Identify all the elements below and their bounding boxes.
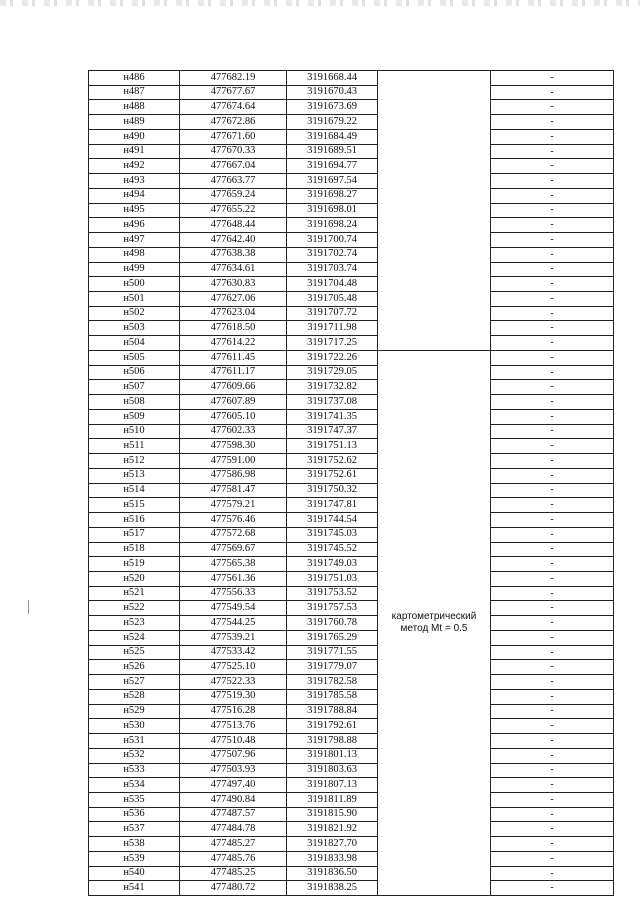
table-row	[89, 837, 614, 852]
x-coordinate-cell: 477671.60	[180, 129, 287, 144]
y-coordinate-cell: 3191752.61	[287, 468, 378, 483]
y-coordinate-cell: 3191745.03	[287, 527, 378, 542]
x-coordinate-cell: 477490.84	[180, 792, 287, 807]
point-id-cell: н534	[89, 778, 180, 793]
point-id-cell: н520	[89, 571, 180, 586]
table-row	[89, 233, 614, 248]
note-cell: -	[491, 586, 614, 601]
x-coordinate-cell: 477667.04	[180, 159, 287, 174]
y-coordinate-cell: 3191801.13	[287, 748, 378, 763]
y-coordinate-cell: 3191836.50	[287, 866, 378, 881]
coordinates-table-body	[89, 71, 614, 896]
x-coordinate-cell: 477602.33	[180, 424, 287, 439]
x-coordinate-cell: 477525.10	[180, 660, 287, 675]
note-cell: -	[491, 837, 614, 852]
x-coordinate-cell: 477638.38	[180, 247, 287, 262]
point-id-cell: н486	[89, 71, 180, 86]
note-cell: -	[491, 513, 614, 528]
method-cell	[378, 71, 491, 351]
note-cell: -	[491, 557, 614, 572]
y-coordinate-cell: 3191698.24	[287, 218, 378, 233]
point-id-cell: н504	[89, 336, 180, 351]
x-coordinate-cell: 477510.48	[180, 734, 287, 749]
point-id-cell: н501	[89, 292, 180, 307]
table-row	[89, 675, 614, 690]
table-row	[89, 188, 614, 203]
y-coordinate-cell: 3191751.03	[287, 571, 378, 586]
x-coordinate-cell: 477497.40	[180, 778, 287, 793]
x-coordinate-cell: 477516.28	[180, 704, 287, 719]
point-id-cell: н503	[89, 321, 180, 336]
note-cell: -	[491, 851, 614, 866]
table-row	[89, 527, 614, 542]
note-cell: -	[491, 424, 614, 439]
x-coordinate-cell: 477485.76	[180, 851, 287, 866]
point-id-cell: н510	[89, 424, 180, 439]
table-row	[89, 85, 614, 100]
table-row	[89, 380, 614, 395]
note-cell: -	[491, 262, 614, 277]
y-coordinate-cell: 3191747.37	[287, 424, 378, 439]
table-row	[89, 645, 614, 660]
note-cell: -	[491, 866, 614, 881]
note-cell: -	[491, 660, 614, 675]
y-coordinate-cell: 3191729.05	[287, 365, 378, 380]
x-coordinate-cell: 477648.44	[180, 218, 287, 233]
x-coordinate-cell: 477503.93	[180, 763, 287, 778]
note-cell: -	[491, 689, 614, 704]
table-row	[89, 557, 614, 572]
x-coordinate-cell: 477627.06	[180, 292, 287, 307]
y-coordinate-cell: 3191698.01	[287, 203, 378, 218]
point-id-cell: н535	[89, 792, 180, 807]
note-cell: -	[491, 85, 614, 100]
x-coordinate-cell: 477549.54	[180, 601, 287, 616]
x-coordinate-cell: 477611.17	[180, 365, 287, 380]
point-id-cell: н531	[89, 734, 180, 749]
note-cell: -	[491, 144, 614, 159]
point-id-cell: н533	[89, 763, 180, 778]
note-cell: -	[491, 822, 614, 837]
y-coordinate-cell: 3191717.25	[287, 336, 378, 351]
point-id-cell: н541	[89, 881, 180, 896]
x-coordinate-cell: 477618.50	[180, 321, 287, 336]
x-coordinate-cell: 477670.33	[180, 144, 287, 159]
x-coordinate-cell: 477522.33	[180, 675, 287, 690]
x-coordinate-cell: 477561.36	[180, 571, 287, 586]
x-coordinate-cell: 477507.96	[180, 748, 287, 763]
x-coordinate-cell: 477569.67	[180, 542, 287, 557]
x-coordinate-cell: 477591.00	[180, 454, 287, 469]
x-coordinate-cell: 477611.45	[180, 350, 287, 365]
y-coordinate-cell: 3191705.48	[287, 292, 378, 307]
note-cell: -	[491, 468, 614, 483]
note-cell: -	[491, 483, 614, 498]
x-coordinate-cell: 477607.89	[180, 395, 287, 410]
point-id-cell: н540	[89, 866, 180, 881]
table-row	[89, 660, 614, 675]
y-coordinate-cell: 3191702.74	[287, 247, 378, 262]
note-cell: -	[491, 159, 614, 174]
y-coordinate-cell: 3191703.74	[287, 262, 378, 277]
note-cell: -	[491, 188, 614, 203]
x-coordinate-cell: 477576.46	[180, 513, 287, 528]
note-cell: -	[491, 616, 614, 631]
table-row	[89, 483, 614, 498]
point-id-cell: н505	[89, 350, 180, 365]
y-coordinate-cell: 3191741.35	[287, 409, 378, 424]
table-row	[89, 616, 614, 631]
y-coordinate-cell: 3191694.77	[287, 159, 378, 174]
y-coordinate-cell: 3191673.69	[287, 100, 378, 115]
y-coordinate-cell: 3191821.92	[287, 822, 378, 837]
table-row	[89, 719, 614, 734]
x-coordinate-cell: 477659.24	[180, 188, 287, 203]
note-cell: -	[491, 277, 614, 292]
x-coordinate-cell: 477586.98	[180, 468, 287, 483]
y-coordinate-cell: 3191684.49	[287, 129, 378, 144]
x-coordinate-cell: 477674.64	[180, 100, 287, 115]
point-id-cell: н513	[89, 468, 180, 483]
x-coordinate-cell: 477513.76	[180, 719, 287, 734]
note-cell: -	[491, 675, 614, 690]
point-id-cell: н508	[89, 395, 180, 410]
y-coordinate-cell: 3191711.98	[287, 321, 378, 336]
point-id-cell: н538	[89, 837, 180, 852]
x-coordinate-cell: 477579.21	[180, 498, 287, 513]
method-cell: картометрический метод Mt = 0.5	[378, 350, 491, 895]
table-row	[89, 630, 614, 645]
y-coordinate-cell: 3191704.48	[287, 277, 378, 292]
table-row	[89, 807, 614, 822]
x-coordinate-cell: 477609.66	[180, 380, 287, 395]
note-cell: -	[491, 542, 614, 557]
point-id-cell: н521	[89, 586, 180, 601]
y-coordinate-cell: 3191803.63	[287, 763, 378, 778]
note-cell: -	[491, 645, 614, 660]
table-row	[89, 424, 614, 439]
y-coordinate-cell: 3191792.61	[287, 719, 378, 734]
y-coordinate-cell: 3191679.22	[287, 115, 378, 130]
point-id-cell: н516	[89, 513, 180, 528]
y-coordinate-cell: 3191744.54	[287, 513, 378, 528]
point-id-cell: н525	[89, 645, 180, 660]
point-id-cell: н490	[89, 129, 180, 144]
note-cell: -	[491, 100, 614, 115]
y-coordinate-cell: 3191752.62	[287, 454, 378, 469]
y-coordinate-cell: 3191757.53	[287, 601, 378, 616]
note-cell: -	[491, 734, 614, 749]
note-cell: -	[491, 336, 614, 351]
note-cell: -	[491, 601, 614, 616]
point-id-cell: н502	[89, 306, 180, 321]
y-coordinate-cell: 3191670.43	[287, 85, 378, 100]
table-row	[89, 115, 614, 130]
table-row	[89, 336, 614, 351]
y-coordinate-cell: 3191782.58	[287, 675, 378, 690]
note-cell: -	[491, 350, 614, 365]
x-coordinate-cell: 477484.78	[180, 822, 287, 837]
x-coordinate-cell: 477485.25	[180, 866, 287, 881]
x-coordinate-cell: 477672.86	[180, 115, 287, 130]
note-cell: -	[491, 380, 614, 395]
point-id-cell: н506	[89, 365, 180, 380]
point-id-cell: н536	[89, 807, 180, 822]
table-row	[89, 542, 614, 557]
note-cell: -	[491, 498, 614, 513]
point-id-cell: н517	[89, 527, 180, 542]
note-cell: -	[491, 792, 614, 807]
y-coordinate-cell: 3191827.70	[287, 837, 378, 852]
y-coordinate-cell: 3191807.13	[287, 778, 378, 793]
y-coordinate-cell: 3191745.52	[287, 542, 378, 557]
note-cell: -	[491, 881, 614, 896]
table-row	[89, 704, 614, 719]
point-id-cell: н526	[89, 660, 180, 675]
point-id-cell: н507	[89, 380, 180, 395]
note-cell: -	[491, 763, 614, 778]
y-coordinate-cell: 3191749.03	[287, 557, 378, 572]
y-coordinate-cell: 3191747.81	[287, 498, 378, 513]
table-row	[89, 100, 614, 115]
point-id-cell: н523	[89, 616, 180, 631]
y-coordinate-cell: 3191838.25	[287, 881, 378, 896]
x-coordinate-cell: 477480.72	[180, 881, 287, 896]
point-id-cell: н539	[89, 851, 180, 866]
table-row	[89, 498, 614, 513]
point-id-cell: н497	[89, 233, 180, 248]
point-id-cell: н487	[89, 85, 180, 100]
table-row	[89, 203, 614, 218]
point-id-cell: н518	[89, 542, 180, 557]
note-cell: -	[491, 203, 614, 218]
x-coordinate-cell: 477634.61	[180, 262, 287, 277]
note-cell: -	[491, 571, 614, 586]
y-coordinate-cell: 3191698.27	[287, 188, 378, 203]
note-cell: -	[491, 292, 614, 307]
table-row	[89, 395, 614, 410]
table-row	[89, 734, 614, 749]
note-cell: -	[491, 233, 614, 248]
table-row	[89, 159, 614, 174]
y-coordinate-cell: 3191788.84	[287, 704, 378, 719]
note-cell: -	[491, 807, 614, 822]
table-row	[89, 851, 614, 866]
table-row	[89, 277, 614, 292]
table-row	[89, 144, 614, 159]
point-id-cell: н509	[89, 409, 180, 424]
x-coordinate-cell: 477485.27	[180, 837, 287, 852]
scan-edge-artifact	[0, 0, 640, 6]
point-id-cell: н528	[89, 689, 180, 704]
note-cell: -	[491, 218, 614, 233]
point-id-cell: н495	[89, 203, 180, 218]
margin-mark	[28, 600, 29, 614]
x-coordinate-cell: 477487.57	[180, 807, 287, 822]
table-row	[89, 439, 614, 454]
x-coordinate-cell: 477630.83	[180, 277, 287, 292]
x-coordinate-cell: 477642.40	[180, 233, 287, 248]
note-cell: -	[491, 247, 614, 262]
point-id-cell: н527	[89, 675, 180, 690]
table-row	[89, 409, 614, 424]
y-coordinate-cell: 3191753.52	[287, 586, 378, 601]
table-row	[89, 262, 614, 277]
table-row	[89, 365, 614, 380]
x-coordinate-cell: 477539.21	[180, 630, 287, 645]
note-cell: -	[491, 748, 614, 763]
table-row	[89, 763, 614, 778]
table-row	[89, 454, 614, 469]
point-id-cell: н524	[89, 630, 180, 645]
table-row	[89, 881, 614, 896]
x-coordinate-cell: 477533.42	[180, 645, 287, 660]
note-cell: -	[491, 395, 614, 410]
x-coordinate-cell: 477614.22	[180, 336, 287, 351]
table-row	[89, 586, 614, 601]
note-cell: -	[491, 704, 614, 719]
point-id-cell: н512	[89, 454, 180, 469]
x-coordinate-cell: 477572.68	[180, 527, 287, 542]
x-coordinate-cell: 477605.10	[180, 409, 287, 424]
point-id-cell: н492	[89, 159, 180, 174]
table-row	[89, 866, 614, 881]
table-row	[89, 571, 614, 586]
point-id-cell: н499	[89, 262, 180, 277]
table-row	[89, 174, 614, 189]
x-coordinate-cell: 477565.38	[180, 557, 287, 572]
point-id-cell: н489	[89, 115, 180, 130]
point-id-cell: н491	[89, 144, 180, 159]
y-coordinate-cell: 3191760.78	[287, 616, 378, 631]
x-coordinate-cell: 477682.19	[180, 71, 287, 86]
y-coordinate-cell: 3191697.54	[287, 174, 378, 189]
y-coordinate-cell: 3191771.55	[287, 645, 378, 660]
note-cell: -	[491, 115, 614, 130]
point-id-cell: н493	[89, 174, 180, 189]
x-coordinate-cell: 477581.47	[180, 483, 287, 498]
table-row	[89, 601, 614, 616]
point-id-cell: н494	[89, 188, 180, 203]
point-id-cell: н488	[89, 100, 180, 115]
point-id-cell: н529	[89, 704, 180, 719]
y-coordinate-cell: 3191815.90	[287, 807, 378, 822]
table-row	[89, 129, 614, 144]
point-id-cell: н500	[89, 277, 180, 292]
y-coordinate-cell: 3191751.13	[287, 439, 378, 454]
y-coordinate-cell: 3191700.74	[287, 233, 378, 248]
table-row	[89, 350, 614, 365]
note-cell: -	[491, 454, 614, 469]
note-cell: -	[491, 439, 614, 454]
note-cell: -	[491, 306, 614, 321]
table-row	[89, 792, 614, 807]
x-coordinate-cell: 477663.77	[180, 174, 287, 189]
y-coordinate-cell: 3191833.98	[287, 851, 378, 866]
note-cell: -	[491, 71, 614, 86]
y-coordinate-cell: 3191785.58	[287, 689, 378, 704]
point-id-cell: н530	[89, 719, 180, 734]
point-id-cell: н498	[89, 247, 180, 262]
table-row	[89, 778, 614, 793]
note-cell: -	[491, 527, 614, 542]
note-cell: -	[491, 321, 614, 336]
y-coordinate-cell: 3191689.51	[287, 144, 378, 159]
y-coordinate-cell: 3191732.82	[287, 380, 378, 395]
point-id-cell: н537	[89, 822, 180, 837]
y-coordinate-cell: 3191750.32	[287, 483, 378, 498]
table-row	[89, 306, 614, 321]
y-coordinate-cell: 3191811.89	[287, 792, 378, 807]
table-row	[89, 321, 614, 336]
note-cell: -	[491, 778, 614, 793]
table-row	[89, 218, 614, 233]
x-coordinate-cell: 477655.22	[180, 203, 287, 218]
point-id-cell: н496	[89, 218, 180, 233]
table-row	[89, 513, 614, 528]
note-cell: -	[491, 365, 614, 380]
x-coordinate-cell: 477544.25	[180, 616, 287, 631]
x-coordinate-cell: 477677.67	[180, 85, 287, 100]
point-id-cell: н522	[89, 601, 180, 616]
y-coordinate-cell: 3191779.07	[287, 660, 378, 675]
coordinates-table	[88, 70, 614, 896]
x-coordinate-cell: 477598.30	[180, 439, 287, 454]
point-id-cell: н514	[89, 483, 180, 498]
x-coordinate-cell: 477556.33	[180, 586, 287, 601]
y-coordinate-cell: 3191707.72	[287, 306, 378, 321]
table-row	[89, 689, 614, 704]
note-cell: -	[491, 409, 614, 424]
point-id-cell: н511	[89, 439, 180, 454]
table-row	[89, 468, 614, 483]
note-cell: -	[491, 630, 614, 645]
point-id-cell: н519	[89, 557, 180, 572]
table-row	[89, 247, 614, 262]
x-coordinate-cell: 477623.04	[180, 306, 287, 321]
y-coordinate-cell: 3191668.44	[287, 71, 378, 86]
y-coordinate-cell: 3191737.08	[287, 395, 378, 410]
y-coordinate-cell: 3191765.29	[287, 630, 378, 645]
note-cell: -	[491, 174, 614, 189]
point-id-cell: н532	[89, 748, 180, 763]
note-cell: -	[491, 719, 614, 734]
table-row	[89, 748, 614, 763]
y-coordinate-cell: 3191722.26	[287, 350, 378, 365]
table-row	[89, 822, 614, 837]
table-row	[89, 292, 614, 307]
y-coordinate-cell: 3191798.88	[287, 734, 378, 749]
note-cell: -	[491, 129, 614, 144]
table-row	[89, 71, 614, 86]
point-id-cell: н515	[89, 498, 180, 513]
x-coordinate-cell: 477519.30	[180, 689, 287, 704]
